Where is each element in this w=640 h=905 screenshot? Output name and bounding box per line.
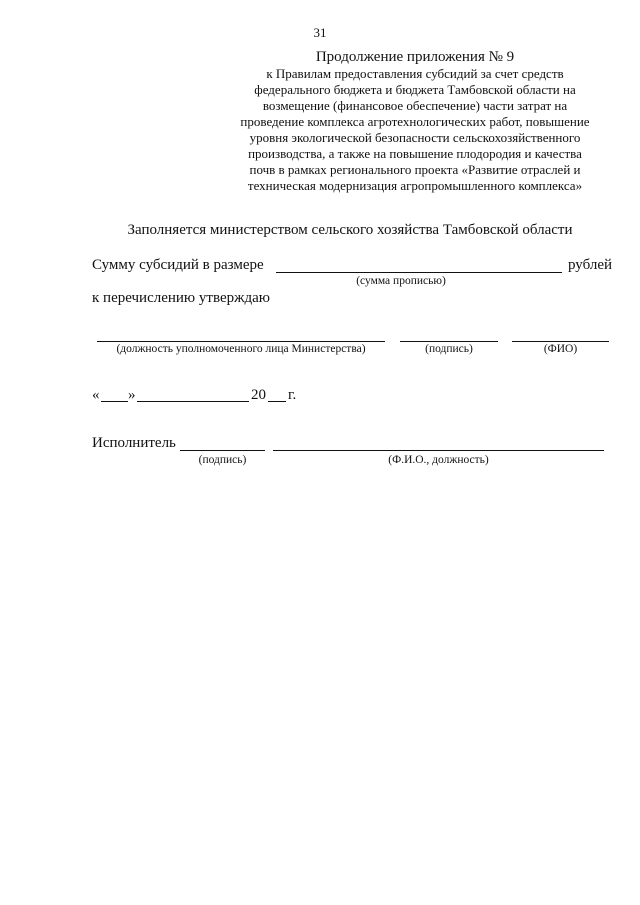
executor-signature-caption: (подпись) [198,454,247,466]
name-field[interactable] [512,341,609,342]
approve-text: к перечислению утверждаю [92,290,270,306]
name-caption: (ФИО) [543,343,578,355]
date-year-suffix: г. [288,387,297,403]
appendix-title: Продолжение приложения № 9 [315,49,515,65]
page-number: 31 [313,25,327,40]
signature-field[interactable] [400,341,498,342]
appendix-header [215,48,615,194]
appendix-line: почв в рамках регионального проекта «Развитие отраслей и [249,162,581,177]
subsidy-amount-field[interactable] [276,272,562,273]
subsidy-unit: рублей [568,257,613,273]
date-month-field[interactable] [137,401,249,402]
position-caption: (должность уполномоченного лица Министерства) [116,343,366,355]
subsidy-caption: (сумма прописью) [356,275,446,287]
subsidy-label: Сумму субсидий в размере [92,257,264,273]
appendix-line: уровня экологической безопасности сельскохозяйственного [249,130,581,145]
appendix-line: к Правилам предоставления субсидий за счет средств [266,66,564,81]
date-year-prefix: 20 [251,387,266,403]
appendix-line: возмещение (финансовое обеспечение) части затрат на [262,98,568,113]
position-field[interactable] [97,341,385,342]
executor-name-field[interactable] [273,450,604,451]
date-year-field[interactable] [268,401,286,402]
appendix-line: производства, а также на повышение плодородия и качества [248,146,582,161]
signature-caption: (подпись) [425,343,473,355]
appendix-line: проведение комплекса агротехнологических работ, повышение [240,114,590,129]
executor-name-caption: (Ф.И.О., должность) [388,454,489,466]
executor-label: Исполнитель [92,435,176,451]
date-close-quote: » [128,387,136,403]
date-open-quote: « [92,387,100,403]
executor-signature-field[interactable] [180,450,265,451]
date-day-field[interactable] [101,401,128,402]
filled-by-note: Заполняется министерством сельского хозяйства Тамбовской области [127,222,573,238]
appendix-line: техническая модернизация агропромышленного комплекса» [247,178,583,193]
appendix-line: федерального бюджета и бюджета Тамбовской области на [254,82,576,97]
